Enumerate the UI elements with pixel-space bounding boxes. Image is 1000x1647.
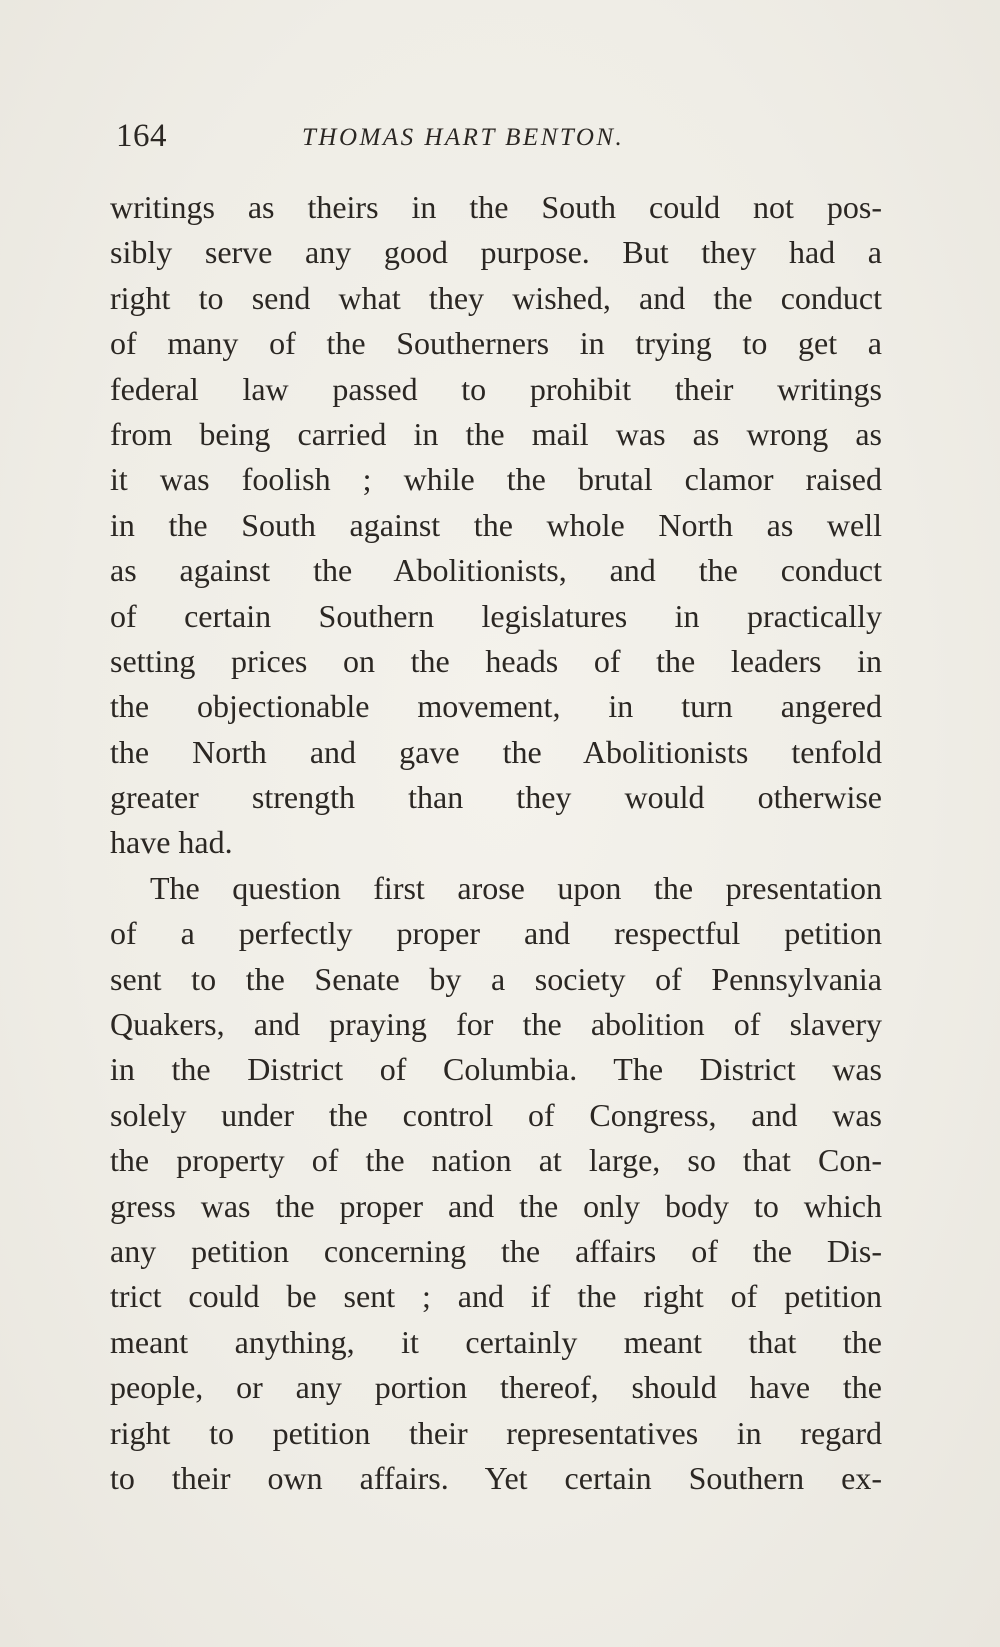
paragraph-2: [110, 866, 882, 1501]
text-line: any petition concerning the affairs of the Dis-: [110, 1232, 882, 1269]
text-line: of a perfectly proper and respectful petition: [110, 915, 882, 952]
text-line: to their own affairs. Yet certain Southern ex-: [110, 1459, 882, 1496]
text-line: from being carried in the mail was as wrong as: [110, 415, 882, 452]
text-line: greater strength than they would otherwise: [110, 779, 882, 816]
text-line: right to petition their representatives in regard: [110, 1414, 882, 1451]
text-line: of many of the Southerners in trying to get a: [110, 325, 882, 362]
text-line: in the District of Columbia. The District was: [110, 1051, 882, 1088]
running-head: [116, 118, 876, 164]
text-line: in the South against the whole North as well: [110, 506, 882, 543]
text-line: sibly serve any good purpose. But they had a: [110, 234, 882, 271]
paragraph-1: [110, 185, 882, 866]
text-line: have had.: [110, 824, 233, 861]
text-line: right to send what they wished, and the conduct: [110, 279, 882, 316]
text-line: of certain Southern legislatures in practically: [110, 597, 882, 634]
text-line: the objectionable movement, in turn angered: [110, 688, 882, 725]
text-line: it was foolish ; while the brutal clamor raised: [110, 461, 882, 498]
text-line: sent to the Senate by a society of Pennsylvania: [110, 960, 882, 997]
page-number: 164: [116, 118, 167, 154]
text-line: the property of the nation at large, so that Con-: [110, 1142, 882, 1179]
text-line: the North and gave the Abolitionists tenfold: [110, 733, 882, 770]
text-line: trict could be sent ; and if the right of petition: [110, 1278, 882, 1315]
running-title: THOMAS HART BENTON.: [302, 124, 625, 151]
body-text: [110, 185, 882, 1501]
text-line: solely under the control of Congress, and was: [110, 1096, 882, 1133]
text-line: people, or any portion thereof, should have the: [110, 1369, 882, 1406]
text-line: The question first arose upon the presentation: [150, 869, 882, 906]
text-line: meant anything, it certainly meant that the: [110, 1323, 882, 1360]
text-line: federal law passed to prohibit their writings: [110, 370, 882, 407]
text-line: setting prices on the heads of the leaders in: [110, 642, 882, 679]
text-line: gress was the proper and the only body to which: [110, 1187, 882, 1224]
text-line: writings as theirs in the South could not pos-: [110, 189, 882, 225]
text-line: Quakers, and praying for the abolition of slavery: [110, 1006, 882, 1043]
text-line: as against the Abolitionists, and the conduct: [110, 552, 882, 589]
